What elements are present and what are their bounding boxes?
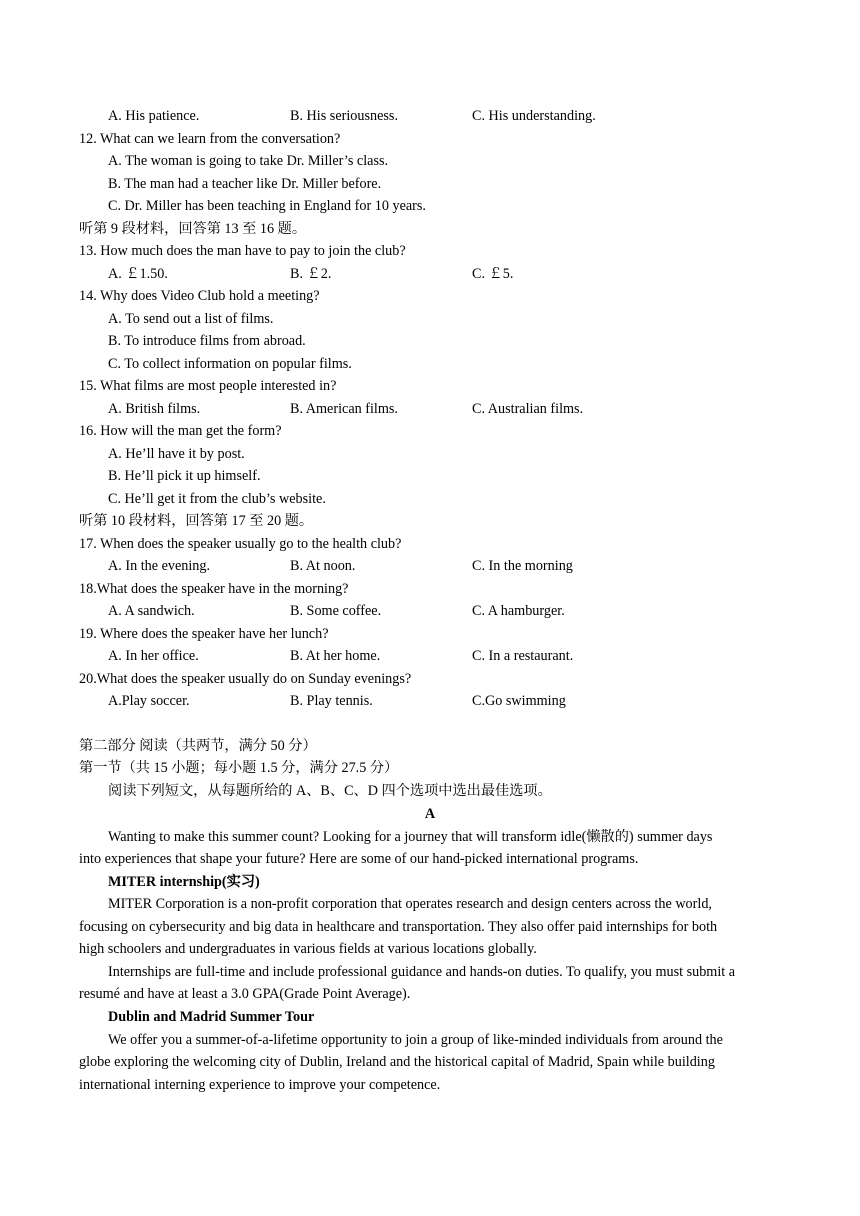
para3-line2: resumé and have at least a 3.0 GPA(Grade Point Average).: [79, 986, 411, 1002]
q16-option-b: B. He’ll pick it up himself.: [108, 468, 261, 484]
material-9-instruction: 听第 9 段材料，回答第 13 至 16 题。: [79, 221, 307, 237]
q18-option-c: C. A hamburger.: [472, 603, 565, 619]
q15-option-a: A. British films.: [108, 401, 201, 417]
q13-option-b: B. ￡2.: [290, 266, 332, 282]
q17-option-a: A. In the evening.: [108, 558, 211, 574]
q17-stem: 17. When does the speaker usually go to the health club?: [79, 536, 402, 552]
passage-letter: A: [424, 806, 436, 822]
para2-line1: MITER Corporation is a non-profit corporation that operates research and design centers across the world,: [108, 896, 712, 912]
q13-stem: 13. How much does the man have to pay to join the club?: [79, 243, 406, 259]
para3-line1: Internships are full-time and include professional guidance and hands-on duties. To qualify, you must submit a: [108, 964, 736, 980]
q12-option-b: B. The man had a teacher like Dr. Miller before.: [108, 176, 382, 192]
q20-option-a: A.Play soccer.: [108, 693, 190, 709]
para1-line2: into experiences that shape your future? Here are some of our hand-picked international programs.: [79, 851, 639, 867]
program-heading-dublin-madrid: Dublin and Madrid Summer Tour: [108, 1009, 315, 1025]
q17-option-c: C. In the morning: [472, 558, 573, 574]
q11-option-b: B. His seriousness.: [290, 108, 398, 124]
q12-option-a: A. The woman is going to take Dr. Miller’s class.: [108, 153, 389, 169]
q18-option-b: B. Some coffee.: [290, 603, 382, 619]
q14-stem: 14. Why does Video Club hold a meeting?: [79, 288, 320, 304]
q14-option-b: B. To introduce films from abroad.: [108, 333, 306, 349]
para1-line1: Wanting to make this summer count? Looking for a journey that will transform idle(懒散的) summer days: [108, 829, 713, 845]
q13-option-c: C. ￡5.: [472, 266, 514, 282]
section-one-heading: 第一节（共 15 小题；每小题 1.5 分，满分 27.5 分）: [79, 760, 399, 776]
para2-line2: focusing on cybersecurity and big data in healthcare and transportation. They also offer paid internships for both: [79, 919, 718, 935]
program-heading-miter: MITER internship(实习): [108, 874, 260, 890]
q15-option-c: C. Australian films.: [472, 401, 584, 417]
q15-option-b: B. American films.: [290, 401, 398, 417]
q20-option-c: C.Go swimming: [472, 693, 566, 709]
q17-option-b: B. At noon.: [290, 558, 356, 574]
q19-stem: 19. Where does the speaker have her lunch?: [79, 626, 329, 642]
q18-stem: 18.What does the speaker have in the morning?: [79, 581, 349, 597]
para4-line2: globe exploring the welcoming city of Dublin, Ireland and the historical capital of Madrid, Spain while building: [79, 1054, 715, 1070]
q13-option-a: A. ￡1.50.: [108, 266, 168, 282]
para4-line1: We offer you a summer-of-a-lifetime opportunity to join a group of like-minded individuals from around the: [108, 1032, 723, 1048]
para4-line3: international interning experience to improve your competence.: [79, 1077, 441, 1093]
q12-option-c: C. Dr. Miller has been teaching in England for 10 years.: [108, 198, 426, 214]
q14-option-c: C. To collect information on popular films.: [108, 356, 352, 372]
para2-line3: high schoolers and undergraduates in various fields at various locations globally.: [79, 941, 537, 957]
q19-option-a: A. In her office.: [108, 648, 199, 664]
q19-option-b: B. At her home.: [290, 648, 381, 664]
q14-option-a: A. To send out a list of films.: [108, 311, 274, 327]
q12-stem: 12. What can we learn from the conversation?: [79, 131, 341, 147]
q15-stem: 15. What films are most people interested in?: [79, 378, 337, 394]
reading-instruction: 阅读下列短文，从每题所给的 A、B、C、D 四个选项中选出最佳选项。: [108, 783, 552, 799]
q11-option-c: C. His understanding.: [472, 108, 596, 124]
q16-option-c: C. He’ll get it from the club’s website.: [108, 491, 326, 507]
q16-stem: 16. How will the man get the form?: [79, 423, 282, 439]
q20-stem: 20.What does the speaker usually do on Sunday evenings?: [79, 671, 412, 687]
q18-option-a: A. A sandwich.: [108, 603, 195, 619]
q19-option-c: C. In a restaurant.: [472, 648, 574, 664]
q20-option-b: B. Play tennis.: [290, 693, 373, 709]
q11-option-a: A. His patience.: [108, 108, 200, 124]
q16-option-a: A. He’ll have it by post.: [108, 446, 245, 462]
material-10-instruction: 听第 10 段材料，回答第 17 至 20 题。: [79, 513, 314, 529]
part-two-heading: 第二部分 阅读（共两节，满分 50 分）: [79, 738, 317, 754]
